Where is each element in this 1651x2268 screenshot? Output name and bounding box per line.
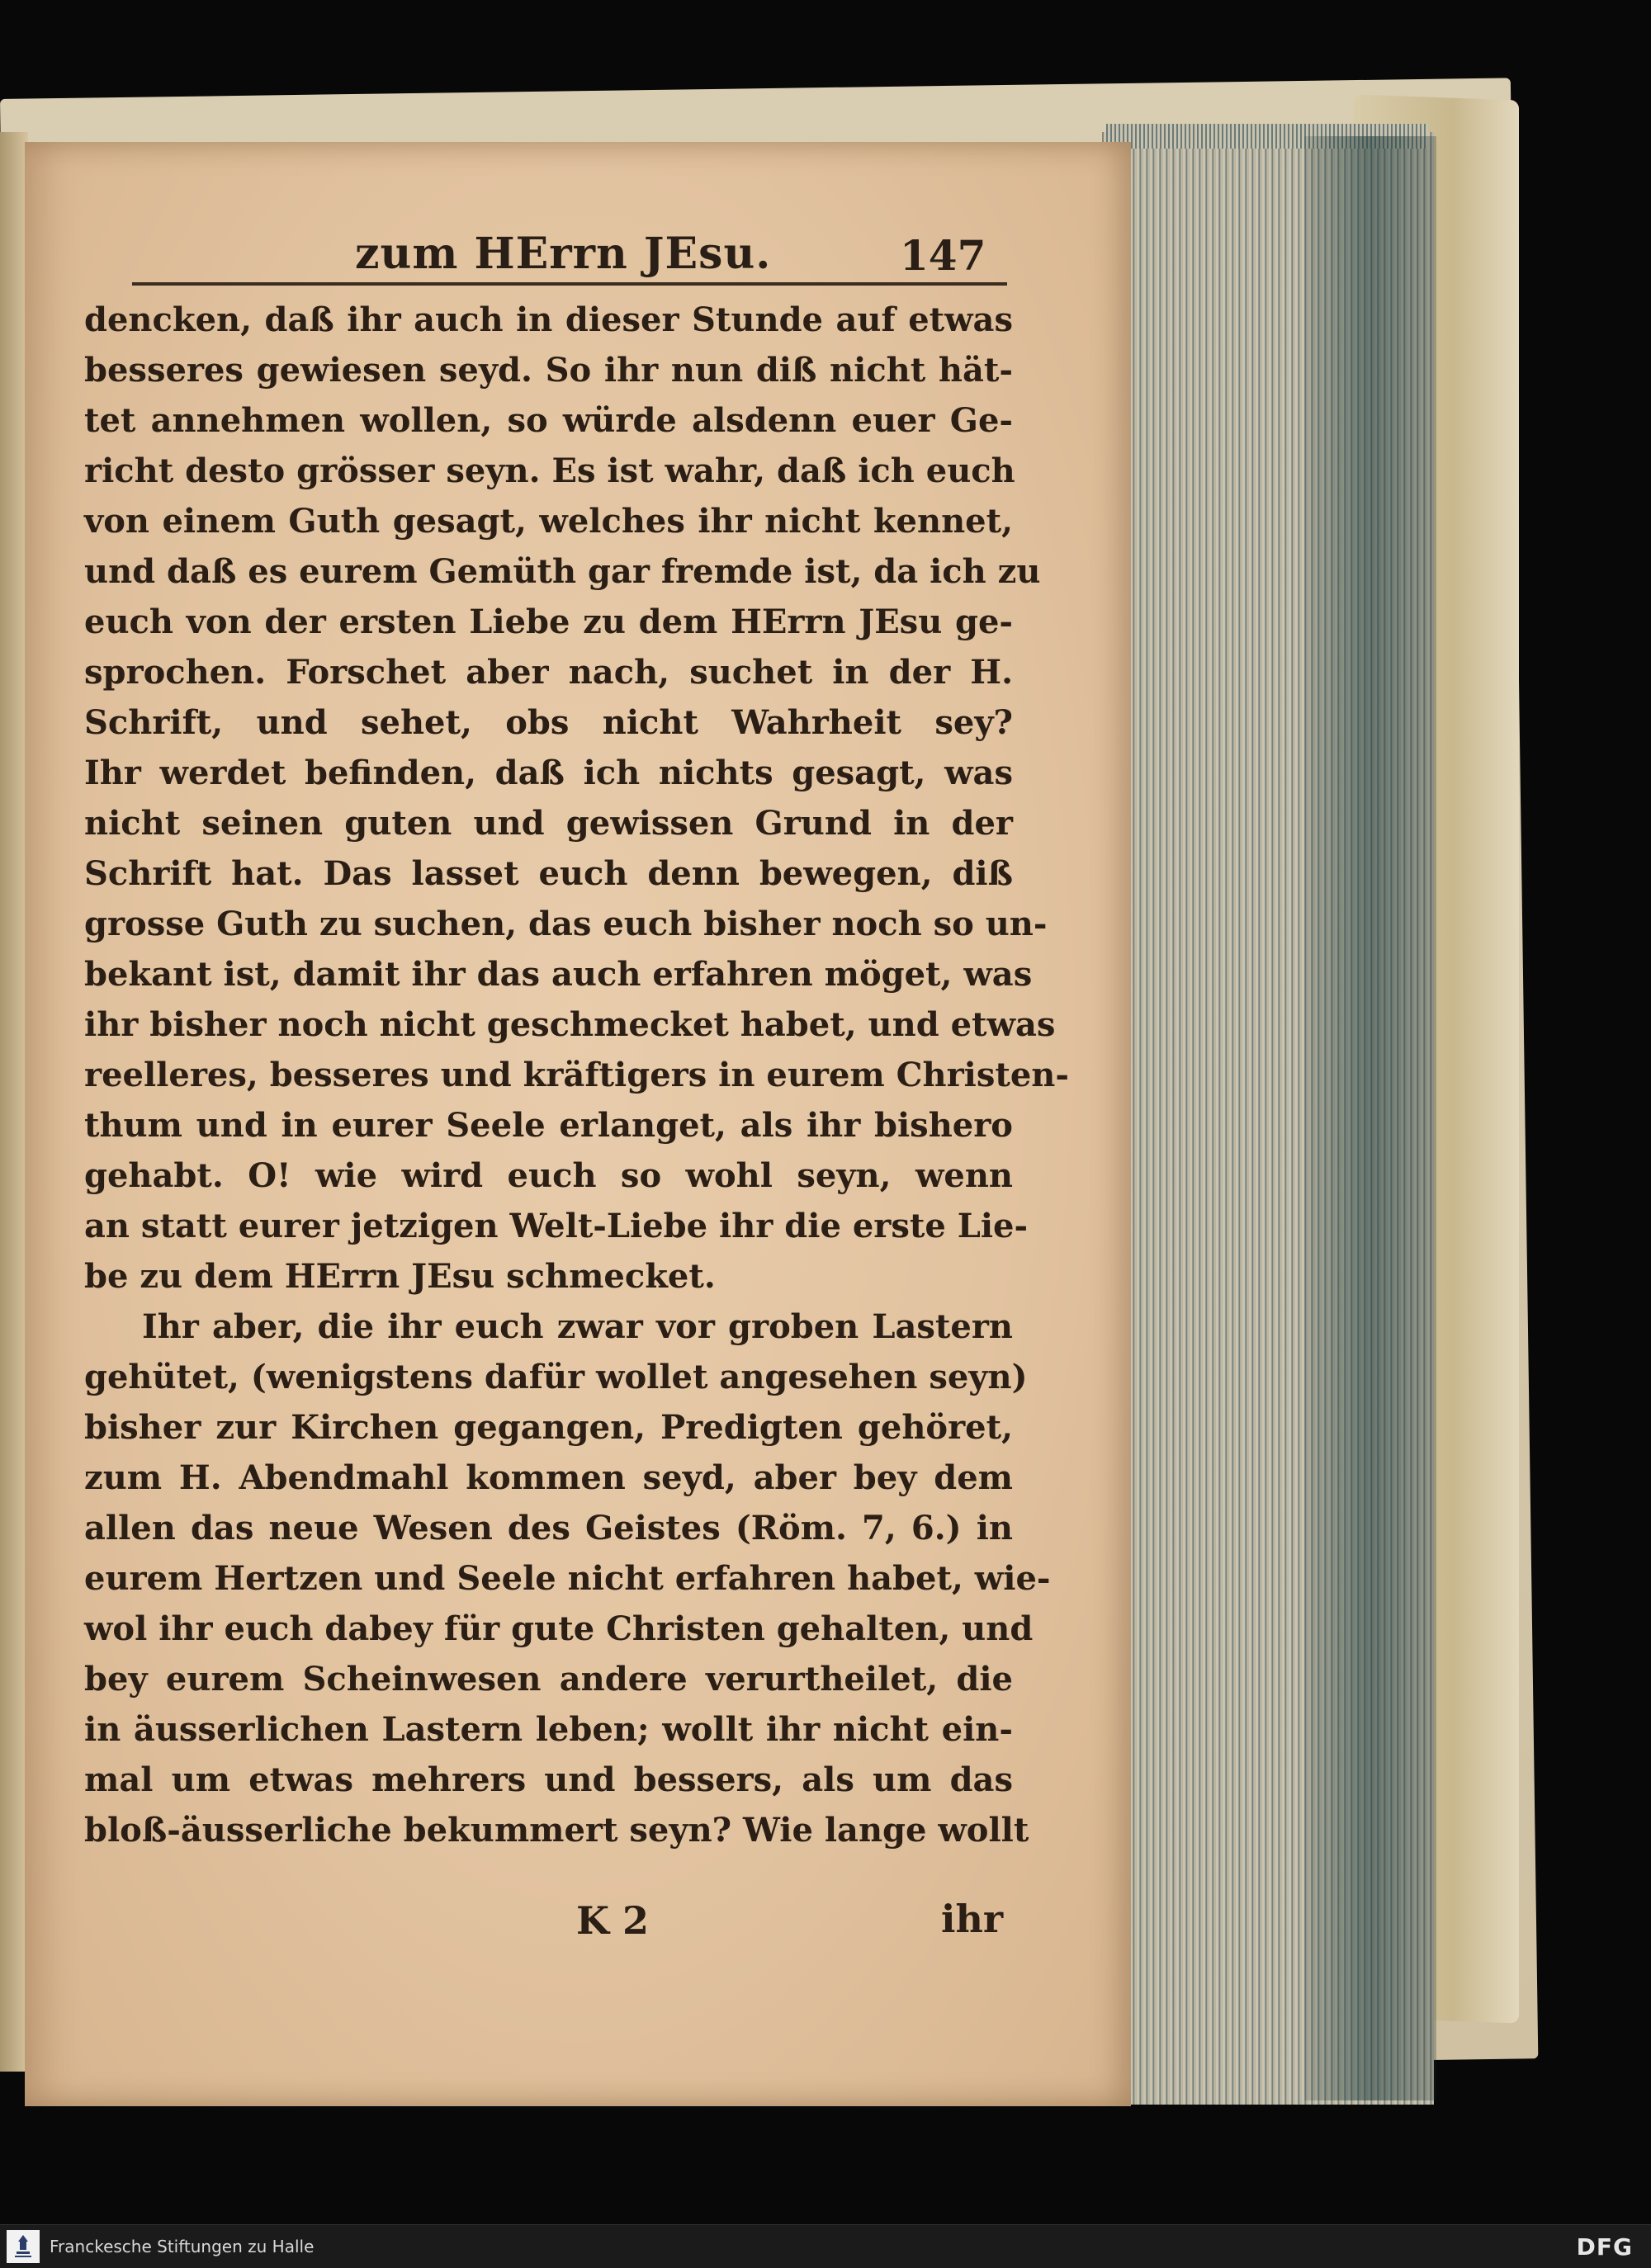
text-line: be zu dem HErrn JEsu schmecket.: [84, 1257, 716, 1296]
signature-mark: K 2: [576, 1898, 650, 1943]
header-rule: [132, 282, 1007, 286]
book-page: [25, 142, 1131, 2106]
text-line: bey eurem Scheinwesen andere verurtheilet, die: [84, 1660, 1013, 1699]
institution-name: Franckesche Stiftungen zu Halle: [50, 2237, 315, 2256]
text-line: von einem Guth gesagt, welches ihr nicht kennet,: [84, 502, 1013, 541]
text-line: an statt eurer jetzigen Welt-Liebe ihr die erste Lie-: [84, 1207, 1029, 1245]
text-line: zum H. Abendmahl kommen seyd, aber bey dem: [84, 1458, 1013, 1497]
running-head: zum HErrn JEsu.: [355, 229, 772, 279]
text-line: tet annehmen wollen, so würde alsdenn euer Ge-: [84, 401, 1013, 440]
text-line: Schrift, und sehet, obs nicht Wahrheit sey?: [84, 703, 1013, 742]
catchword: ihr: [941, 1897, 1004, 1941]
text-line: euch von der ersten Liebe zu dem HErrn JEsu ge-: [84, 602, 1013, 641]
text-line: bekant ist, damit ihr das auch erfahren möget, was: [84, 955, 1033, 994]
text-line: bisher zur Kirchen gegangen, Predigten gehöret,: [84, 1408, 1013, 1447]
facing-page-edge: [0, 132, 28, 2072]
text-line: grosse Guth zu suchen, das euch bisher noch so un-: [84, 905, 1048, 943]
text-line: sprochen. Forschet aber nach, suchet in der H.: [84, 653, 1013, 692]
text-line: nicht seinen guten und gewissen Grund in der: [84, 804, 1013, 843]
text-line: dencken, daß ihr auch in dieser Stunde auf etwas: [84, 300, 1013, 339]
dfg-logo: DFG: [1576, 2233, 1633, 2261]
text-line: allen das neue Wesen des Geistes (Röm. 7, 6.) in: [84, 1509, 1013, 1547]
text-line: besseres gewiesen seyd. So ihr nun diß nicht hät-: [84, 351, 1013, 390]
text-line: Ihr werdet befinden, daß ich nichts gesagt, was: [84, 754, 1013, 792]
text-line: eurem Hertzen und Seele nicht erfahren habet, wie-: [84, 1559, 1051, 1598]
page-edges-shade: [1304, 136, 1436, 2100]
text-line: bloß-äusserliche bekummert seyn? Wie lange wollt: [84, 1811, 1029, 1850]
text-line: reelleres, besseres und kräftigers in eurem Christen-: [84, 1056, 1069, 1094]
text-line: gehabt. O! wie wird euch so wohl seyn, wenn: [84, 1156, 1013, 1195]
text-line: Schrift hat. Das lasset euch denn bewegen, diß: [84, 854, 1013, 893]
page-number: 147: [900, 231, 986, 280]
text-line: mal um etwas mehrers und bessers, als um das: [84, 1760, 1013, 1799]
text-line: Ihr aber, die ihr euch zwar vor groben Lastern: [142, 1307, 1013, 1346]
institution-logo-icon: [7, 2230, 40, 2263]
text-line: und daß es eurem Gemüth gar fremde ist, da ich zu: [84, 552, 1041, 591]
text-line: gehütet, (wenigstens dafür wollet angesehen seyn): [84, 1358, 1028, 1396]
body-text: [84, 295, 1069, 1855]
text-line: ihr bisher noch nicht geschmecket habet, und etwas: [84, 1005, 1056, 1044]
text-line: richt desto grösser seyn. Es ist wahr, daß ich euch: [84, 451, 1015, 490]
text-line: in äusserlichen Lastern leben; wollt ihr nicht ein-: [84, 1710, 1013, 1749]
text-line: wol ihr euch dabey für gute Christen gehalten, und: [84, 1609, 1034, 1648]
viewer-footer: [0, 2224, 1651, 2268]
text-line: thum und in eurer Seele erlanget, als ihr bishero: [84, 1106, 1013, 1145]
